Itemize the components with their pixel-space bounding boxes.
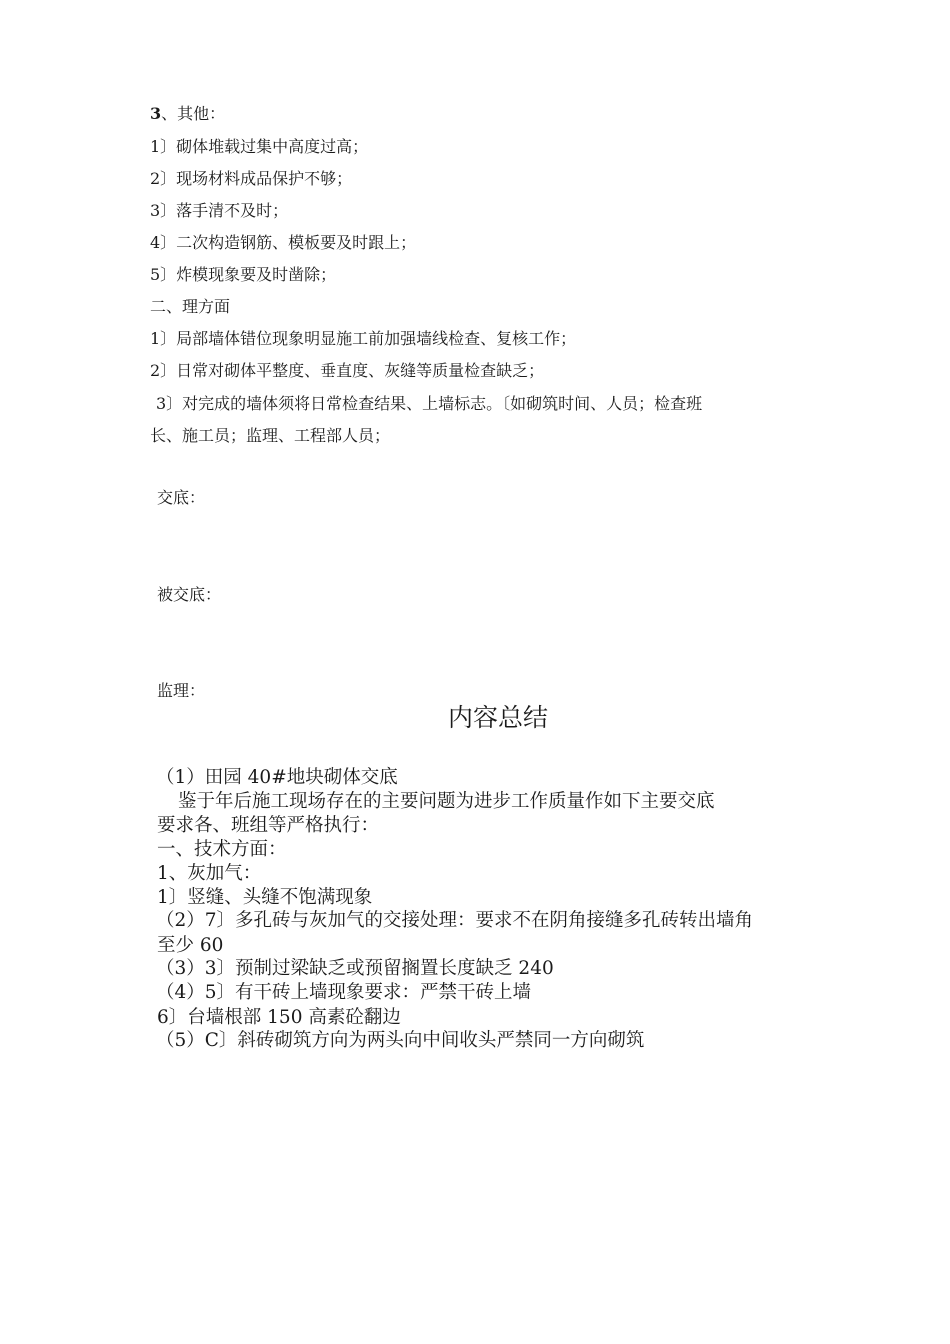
summary-line-10: （4）5〕有干砖上墙现象要求：严禁干砖上墙 (156, 982, 532, 1003)
section-other-number: 3 (150, 104, 162, 123)
summary-line-2: 鉴于年后施工现场存在的主要问题为进步工作质量作如下主要交底 (178, 791, 715, 812)
other-item-3: 3〕落手清不及时； (150, 201, 289, 220)
summary-line-1: （1）田园 40#地块砌体交底 (156, 767, 398, 788)
management-item-2: 2〕日常对砌体平整度、垂直度、灰缝等质量检查缺乏； (150, 361, 545, 380)
summary-line-5: 1、灰加气： (157, 863, 262, 884)
section-management-heading: 二、理方面 (150, 297, 231, 316)
signature-handover: 交底： (157, 488, 206, 507)
other-item-2: 2〕现场材料成品保护不够； (150, 169, 353, 188)
summary-line-7: （2）7〕多孔砖与灰加气的交接处理：要求不在阴角接缝多孔砖转出墙角 (156, 910, 754, 931)
summary-line-9: （3）3〕预制过梁缺乏或预留搁置长度缺乏 240 (156, 958, 554, 979)
summary-line-11: 6〕台墙根部 150 高素砼翻边 (157, 1007, 401, 1028)
summary-title: 内容总结 (447, 703, 548, 732)
other-item-5: 5〕炸模现象要及时凿除； (150, 265, 337, 284)
signature-supervisor: 监理： (157, 681, 206, 700)
section-other-title: 、其他： (161, 104, 226, 123)
management-item-3-continued: 长、施工员；监理、工程部人员； (150, 426, 391, 445)
summary-line-3: 要求各、班组等严格执行： (157, 815, 380, 836)
signature-receiver: 被交底： (157, 585, 222, 604)
summary-line-12: （5）C〕斜砖砌筑方向为两头向中间收头严禁同一方向砌筑 (156, 1030, 645, 1051)
section-other-heading (150, 104, 225, 124)
management-item-3: 3〕对完成的墙体须将日常检查结果、上墙标志。〔如砌筑时间、人员；检查班 (156, 394, 703, 413)
summary-line-4: 一、技术方面： (157, 839, 287, 860)
management-item-1: 1〕局部墙体错位现象明显施工前加强墙线检查、复核工作； (150, 329, 577, 348)
other-item-4: 4〕二次构造钢筋、模板要及时跟上； (150, 233, 417, 252)
summary-line-6: 1〕竖缝、头缝不饱满现象 (157, 887, 373, 908)
summary-line-8: 至少 60 (157, 935, 224, 956)
other-item-1: 1〕砌体堆载过集中高度过高； (150, 137, 369, 156)
